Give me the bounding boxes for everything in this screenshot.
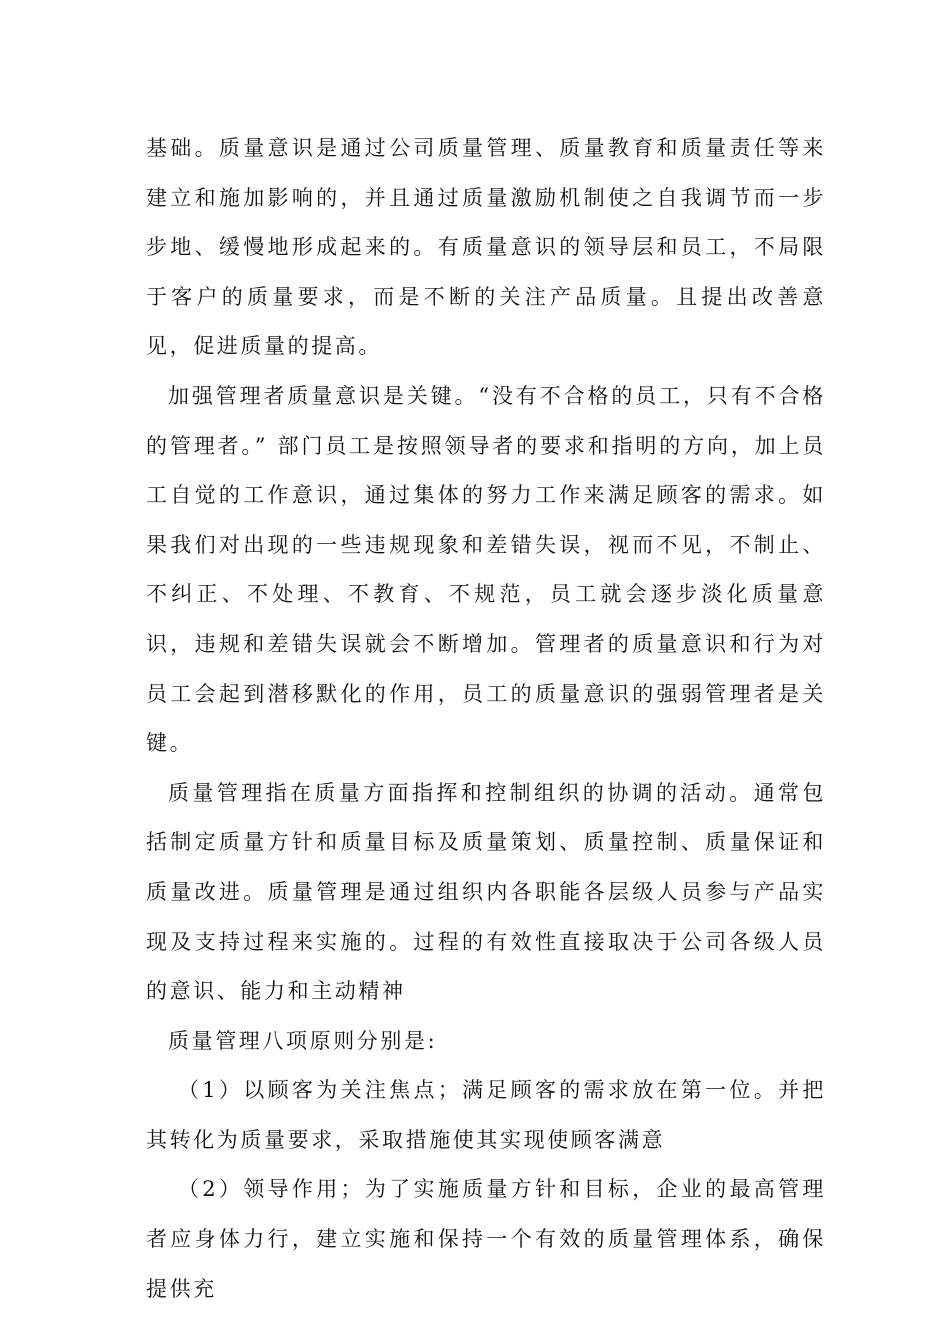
paragraph-principle-2: （2）领导作用；为了实施质量方针和目标，企业的最高管理者应身体力行，建立实施和保持一个有效的质量管理体系，确保提供充 bbox=[146, 1177, 826, 1301]
paragraph-quality-management-definition: 质量管理指在质量方面指挥和控制组织的协调的活动。通常包括制定质量方针和质量目标及质量策划、质量控制、质量保证和质量改进。质量管理是通过组织内各职能各层级人员参与产品实现及支持过程来实施的。过程的有效性直接取决于公司各级人员的意识、能力和主动精神 bbox=[146, 780, 826, 1004]
paragraph-quality-awareness-basis: 基础。质量意识是通过公司质量管理、质量教育和质量责任等来建立和施加影响的，并且通过质量激励机制使之自我调节而一步步地、缓慢地形成起来的。有质量意识的领导层和员工，不局限于客户的质量要求，而是不断的关注产品质量。且提出改善意见，促进质量的提高。 bbox=[146, 136, 826, 359]
document-page bbox=[146, 124, 826, 1314]
paragraph-principle-1: （1）以顾客为关注焦点；满足顾客的需求放在第一位。并把其转化为质量要求，采取措施使其实现使顾客满意 bbox=[146, 1078, 826, 1152]
paragraph-eight-principles-heading: 质量管理八项原则分别是: bbox=[168, 1028, 438, 1053]
paragraph-manager-awareness: 加强管理者质量意识是关键。“没有不合格的员工，只有不合格的管理者。” 部门员工是按照领导者的要求和指明的方向，加上员工自觉的工作意识，通过集体的努力工作来满足顾客的需求。如果我们对出现的一些违规现象和差错失误，视而不见，不制止、不纠正、不处理、不教育、不规范，员工就会逐步淡化质量意识，违规和差错失误就会不断增加。管理者的质量意识和行为对员工会起到潜移默化的作用，员工的质量意识的强弱管理者是关键。 bbox=[146, 383, 826, 756]
